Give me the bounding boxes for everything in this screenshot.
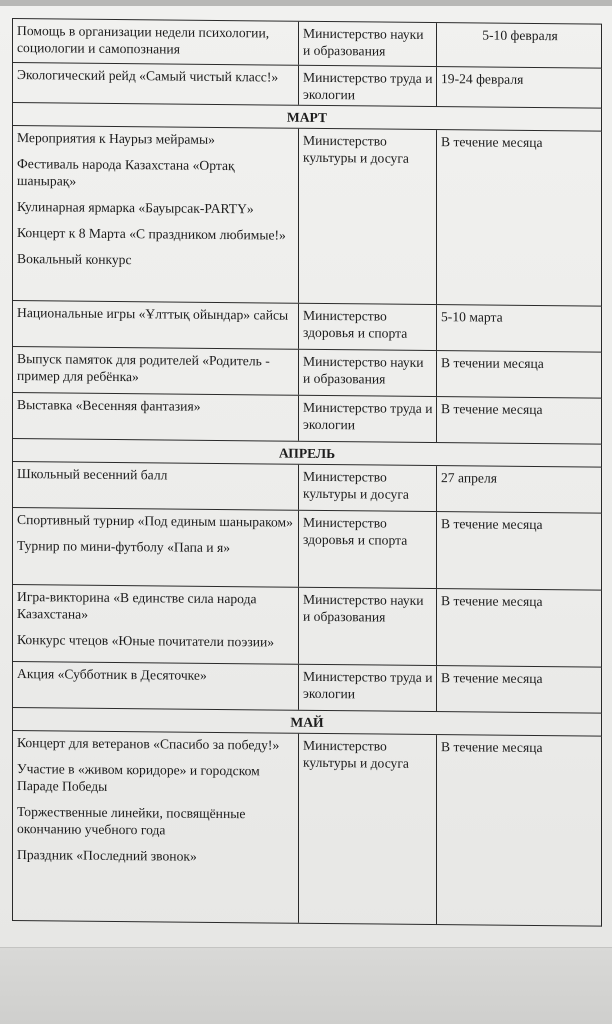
event-cell	[13, 347, 299, 395]
event-name: Концерт для ветеранов «Спасибо за победу!»	[17, 735, 280, 753]
event-name: Конкурс чтецов «Юные почитатели поэзии»	[17, 632, 275, 650]
event-row	[12, 63, 602, 109]
event-cell	[13, 508, 299, 587]
event-row	[12, 18, 602, 69]
event-name: Участие в «живом коридоре» и городском Параде Победы	[17, 761, 260, 794]
event-row	[12, 508, 602, 591]
organizer-cell: Министерство труда и экологии	[299, 66, 437, 106]
event-cell	[13, 462, 299, 510]
organizer-cell: Министерство труда и экологии	[299, 396, 437, 442]
event-cell	[13, 585, 299, 664]
event-row	[12, 347, 602, 399]
organizer-cell: Министерство культуры и досуга	[299, 734, 437, 924]
event-name: Выставка «Весенняя фантазия»	[17, 397, 201, 414]
event-cell	[13, 393, 299, 441]
date-cell: 19-24 февраля	[441, 71, 524, 87]
event-cell	[13, 662, 299, 710]
event-row	[12, 462, 602, 514]
organizer-cell: Министерство здоровья и спорта	[299, 304, 437, 350]
event-name: Выпуск памяток для родителей «Родитель - пример для ребёнка»	[17, 351, 270, 385]
event-cell	[13, 301, 299, 349]
event-row	[12, 301, 602, 353]
organizer-cell: Министерство науки и образования	[299, 588, 437, 665]
event-name: Спортивный турнир «Под единым шаныраком»	[17, 512, 293, 530]
event-row	[12, 585, 602, 668]
event-name: Концерт к 8 Марта «С праздником любимые!»	[17, 225, 286, 243]
date-cell: В течение месяца	[441, 134, 543, 151]
organizer-cell: Министерство здоровья и спорта	[299, 511, 437, 588]
event-row	[12, 126, 602, 307]
month-title: МАРТ	[286, 109, 328, 126]
event-name: Помощь в организации недели психологии, социологии и самопознания	[17, 23, 270, 57]
month-title: АПРЕЛЬ	[278, 445, 336, 462]
schedule-table	[12, 18, 602, 927]
event-name: Турнир по мини-футболу «Папа и я»	[17, 538, 231, 556]
date-cell: 5-10 марта	[441, 309, 503, 325]
event-name: Экологический рейд «Самый чистый класс!»	[17, 67, 279, 85]
event-name: Фестиваль народа Казахстана «Ортақ шанырақ»	[17, 156, 235, 189]
event-name: Школьный весенний балл	[17, 466, 168, 483]
date-cell: В течение месяца	[441, 401, 543, 418]
organizer-cell: Министерство труда и экологии	[299, 665, 437, 711]
event-name: Национальные игры «Ұлттық ойындар» сайсы	[17, 305, 289, 323]
event-name: Кулинарная ярмарка «Бауырсак-PARTY»	[17, 199, 254, 217]
date-cell: В течение месяца	[441, 516, 543, 533]
organizer-cell: Министерство науки и образования	[299, 22, 437, 66]
event-cell	[13, 63, 299, 105]
event-row	[12, 393, 602, 445]
date-cell: В течение месяца	[441, 670, 543, 687]
event-row	[12, 731, 602, 927]
month-title: МАЙ	[290, 714, 324, 730]
event-name: Праздник «Последний звонок»	[17, 847, 197, 864]
event-row	[12, 662, 602, 714]
date-cell: 27 апреля	[441, 470, 497, 486]
organizer-cell: Министерство науки и образования	[299, 350, 437, 396]
date-cell: В течении месяца	[441, 355, 544, 372]
event-name: Торжественные линейки, посвящённые окончанию учебного года	[17, 804, 246, 838]
top-edge-shadow	[0, 0, 612, 6]
event-name: Мероприятия к Наурыз мейрамы»	[17, 130, 215, 147]
event-cell	[13, 126, 299, 303]
event-name: Вокальный конкурс	[17, 251, 132, 268]
date-cell: В течение месяца	[441, 739, 543, 756]
event-name: Акция «Субботник в Десяточке»	[17, 666, 207, 683]
sheet-bottom-edge	[0, 947, 612, 1024]
date-cell: В течение месяца	[441, 593, 543, 610]
event-cell	[13, 731, 299, 923]
date-cell: 5-10 февраля	[482, 27, 558, 44]
event-cell	[13, 19, 299, 65]
organizer-cell: Министерство культуры и досуга	[299, 465, 437, 511]
event-name: Игра-викторина «В единстве сила народа Казахстана»	[17, 589, 257, 622]
organizer-cell: Министерство культуры и досуга	[299, 129, 437, 304]
